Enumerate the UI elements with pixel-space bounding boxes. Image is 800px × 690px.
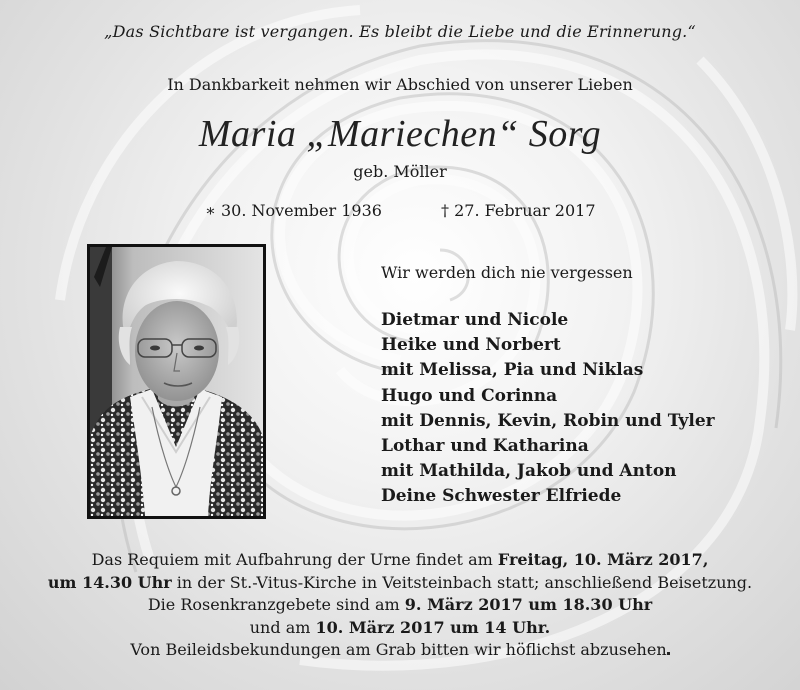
deceased-name: Maria „Mariechen“ Sorg [198, 113, 602, 155]
mourner-line: mit Mathilda, Jakob und Anton [381, 461, 677, 482]
intro-text: In Dankbarkeit nehmen wir Abschied von unserer Lieben [167, 75, 633, 94]
mourner-line: Heike und Norbert [381, 335, 561, 356]
rosary-date-2: 10. März 2017 um 14 Uhr. [315, 617, 551, 637]
service-time: um 14.30 Uhr [47, 572, 172, 592]
service-line-4 [0, 617, 800, 640]
service-date: Freitag, 10. März 2017, [497, 550, 709, 569]
maiden-name: geb. Möller [353, 162, 447, 181]
mourner-line: Dietmar und Nicole [381, 310, 569, 330]
memorial-quote: „Das Sichtbare ist vergangen. Es bleibt die Liebe und die Erinnerung.“ [104, 22, 696, 41]
mourner-line: Deine Schwester Elfriede [381, 486, 622, 507]
mourner-line: mit Melissa, Pia und Niklas [381, 360, 644, 381]
service-line-3-text: Die Rosenkranzgebete sind am [147, 595, 405, 615]
service-details [0, 549, 800, 662]
portrait-photo-frame [87, 244, 266, 519]
service-line-1 [0, 549, 800, 572]
period-mark [667, 652, 670, 655]
mourner-line: mit Dennis, Kevin, Robin und Tyler [381, 410, 715, 431]
mourner-line: Hugo und Corinna [381, 385, 558, 406]
service-line-2-text: in der St.-Vitus-Kirche in Veitsteinbach statt; anschließend Beisetzung. [171, 572, 753, 592]
mourners-list [381, 308, 715, 510]
mourner-line: Lothar und Katharina [381, 436, 589, 457]
rosary-date-1: 9. März 2017 um 18.30 Uhr [404, 595, 653, 615]
portrait-photo [90, 247, 263, 516]
service-line-4-text: und am [249, 617, 316, 637]
condolence-note: Von Beileidsbekundungen am Grab bitten wir höflichst abzusehen [130, 640, 667, 660]
death-date: † 27. Februar 2017 [441, 201, 596, 220]
service-line-5 [0, 639, 800, 662]
never-forget-line: Wir werden dich nie vergessen [381, 263, 633, 282]
service-line-2 [0, 572, 800, 595]
service-line-3 [0, 594, 800, 617]
birth-date: ∗ 30. November 1936 [205, 201, 382, 220]
service-line-1-text: Das Requiem mit Aufbahrung der Urne findet am [91, 550, 498, 569]
